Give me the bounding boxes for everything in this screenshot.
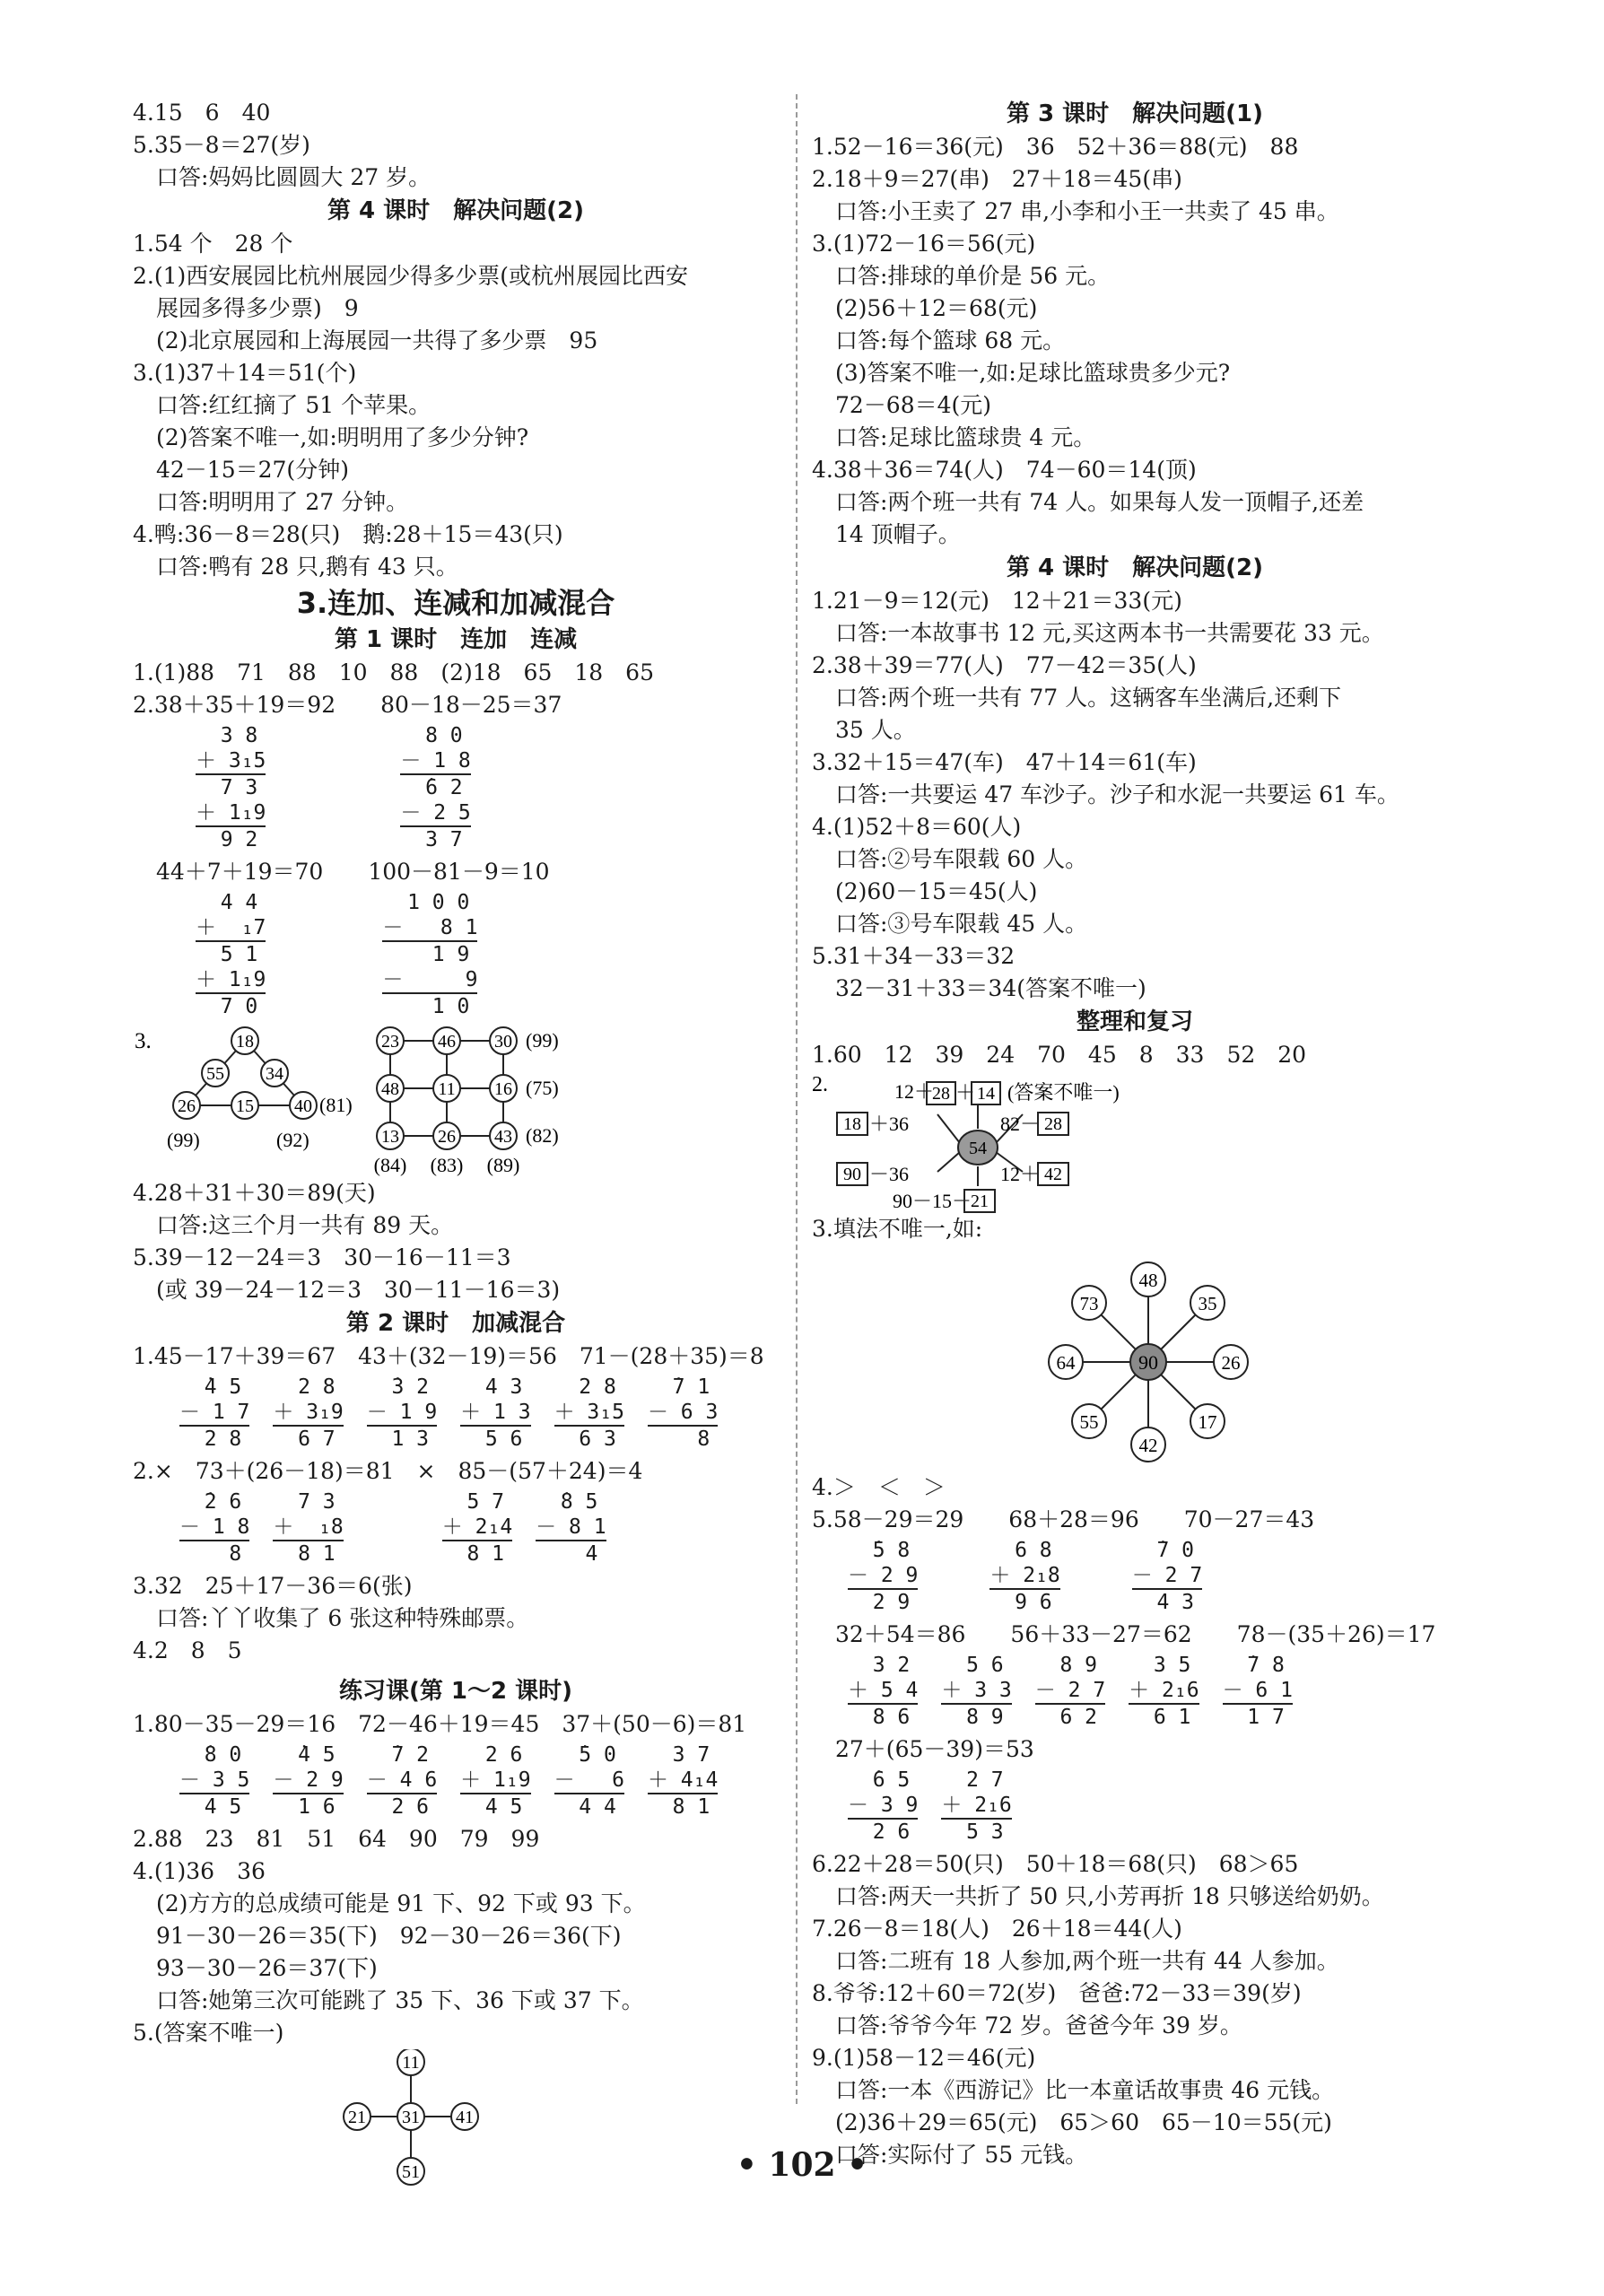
answer-line: 口答:一本《西游记》比一本童话故事贵 46 元钱。 (835, 2077, 1335, 2103)
vertical-calc: 4 4 ＋ ₁7 5 1 ＋ 1₁9 7 0 (196, 891, 266, 1018)
number-circle (433, 1122, 460, 1149)
number-circle (290, 1092, 317, 1119)
vertical-calc: 7 3 ＋ ₁8 8 1 (273, 1490, 344, 1566)
sum-label: (99) (526, 1029, 559, 1052)
svg-text:51: 51 (402, 2162, 420, 2182)
answer-line: (2)56＋12＝68(元) (835, 295, 1038, 321)
vertical-calc: 4 3 ＋ 1 3 5 6 (460, 1375, 531, 1451)
vertical-calc: 5 6 ＋ 3 3 8 9 (941, 1654, 1012, 1729)
answer-line: 口答:小王卖了 27 串,小李和小王一共卖了 45 串。 (835, 198, 1339, 224)
svg-text:11: 11 (402, 2053, 420, 2073)
number-circle (433, 1075, 460, 1102)
sum-label: (89) (486, 1154, 520, 1176)
answer-line: 4.38＋36＝74(人) 74－60＝14(顶) (812, 457, 1197, 483)
number-circle (344, 2103, 370, 2130)
figure-label: 2. (812, 1073, 828, 1096)
left-column (133, 97, 779, 2186)
vertical-calcs (812, 1538, 1458, 1615)
center-number: 54 (969, 1139, 987, 1158)
vertical-calc: 8 9 － 2 7 6 2 (1034, 1654, 1106, 1729)
answer-line: 27＋(65－39)＝53 (835, 1736, 1034, 1762)
answer-line: 口答:明明用了 27 分钟。 (156, 489, 409, 515)
unit-title: 3.连加、连减和加减混合 (296, 586, 615, 620)
svg-text:23: 23 (381, 1032, 399, 1052)
page-number: • 102 • (736, 2146, 868, 2184)
sum-label: (99) (167, 1129, 200, 1151)
svg-text:48: 48 (1138, 1270, 1158, 1291)
answer-line: 口答:每个篮球 68 元。 (835, 327, 1066, 354)
answer-line: 3.(1)37＋14＝51(个) (133, 360, 357, 386)
number-circle (1190, 1286, 1225, 1320)
vertical-calc: 3 8 ＋ 3₁5 7 3 ＋ 1₁9 9 2 (196, 724, 266, 851)
answer-line: 8.爷爷:12＋60＝72(岁) 爸爸:72－33＝39(岁) (812, 1980, 1302, 2006)
answer-line: 6.22＋28＝50(只) 50＋18＝68(只) 68＞65 (812, 1851, 1299, 1877)
svg-text:18: 18 (236, 1032, 254, 1052)
vertical-calc: 3 2 ＋ 5 4 8 6 (848, 1654, 919, 1729)
svg-text:90: 90 (1138, 1351, 1158, 1374)
answer-line: 4.15 6 40 (133, 100, 271, 126)
lesson-title: 第 2 课时 加减混合 (345, 1310, 566, 1337)
answer-line: 口答:她第三次可能跳了 35 下、36 下或 37 下。 (156, 1987, 644, 2013)
vertical-calc: 5 7 ＋ 2₁4 8 1 (441, 1490, 513, 1566)
answer-line: 1.21－9＝12(元) 12＋21＝33(元) (812, 588, 1182, 614)
number-circle (397, 2103, 424, 2130)
number-circle (377, 1075, 404, 1102)
answer-line: 口答:妈妈比圆圆大 27 岁。 (156, 164, 432, 190)
answer-line: 93－30－26＝37(下) (156, 1955, 378, 1981)
answer-line: (2)方方的总成绩可能是 91 下、92 下或 93 下。 (156, 1890, 646, 1916)
answer-line: 口答:爷爷今年 72 岁。爸爸今年 39 岁。 (835, 2012, 1242, 2038)
answer-line: 32－31＋33＝34(答案不唯一) (835, 975, 1146, 1001)
number-circle (1049, 1345, 1083, 1379)
answer-line: 1.54 个 28 个 (133, 231, 293, 257)
answer-line: 3.32＋15＝47(车) 47＋14＝61(车) (812, 749, 1197, 775)
answer-line: 32＋54＝86 56＋33－27＝62 78－(35＋26)＝17 (835, 1621, 1436, 1647)
vertical-calc: ̇7 1 － 6 3 8 (647, 1375, 719, 1451)
svg-text:41: 41 (456, 2108, 474, 2127)
svg-text:31: 31 (402, 2108, 420, 2127)
svg-text:43: 43 (494, 1127, 512, 1147)
answer-line: 口答:两个班一共有 77 人。这辆客车坐满后,还剩下 (835, 685, 1342, 711)
svg-text:55: 55 (1079, 1411, 1099, 1433)
answer-line: 4.鸭:36－8＝28(只) 鹅:28＋15＝43(只) (133, 521, 563, 547)
answer-line: 3.32 25＋17－36＝6(张) (133, 1573, 413, 1599)
answer-line: 口答:红红摘了 51 个苹果。 (156, 392, 432, 418)
vertical-calcs (133, 1375, 779, 1452)
vertical-calc: ̇6 5 － 3 9 2 6 (848, 1768, 919, 1844)
vertical-calcs (133, 723, 779, 852)
svg-text:40: 40 (294, 1096, 312, 1116)
answer-line: (或 39－24－12＝3 30－11－16＝3) (156, 1277, 561, 1303)
answer-line: 4.＞ ＜ ＞ (812, 1474, 946, 1500)
number-circle (231, 1092, 258, 1119)
answer-line: 72－68＝4(元) (835, 392, 992, 418)
answer-line: 5.39－12－24＝3 30－16－11＝3 (133, 1244, 511, 1270)
number-circle (490, 1122, 517, 1149)
svg-text:21: 21 (971, 1192, 989, 1211)
svg-text:14: 14 (977, 1084, 995, 1104)
answer-line: (2)北京展园和上海展园一共得了多少票 95 (156, 327, 598, 354)
answer-line: 口答:实际付了 55 元钱。 (835, 2142, 1088, 2168)
column-divider (796, 94, 798, 2104)
svg-text:13: 13 (381, 1127, 399, 1147)
number-circle (1072, 1404, 1106, 1438)
answer-line: 2.(1)西安展园比杭州展园少得多少票(或杭州展园比西安 (133, 263, 689, 289)
answer-line: 42－15＝27(分钟) (156, 457, 349, 483)
vertical-calc: ̇5 0 － 6 4 4 (554, 1743, 624, 1819)
svg-text:12＋: 12＋ (894, 1080, 935, 1103)
figure-3 (133, 1023, 779, 1177)
answer-line: 7.26－8＝18(人) 26＋18＝44(人) (812, 1916, 1182, 1942)
svg-text:34: 34 (266, 1064, 283, 1084)
lesson-title: 第 4 课时 解决问题(2) (1006, 554, 1264, 581)
number-circle (1190, 1404, 1225, 1438)
svg-text:64: 64 (1056, 1352, 1076, 1374)
number-circle (202, 1060, 229, 1087)
answer-line: 口答:丫丫收集了 6 张这种特殊邮票。 (156, 1605, 529, 1631)
svg-text:82－: 82－ (1000, 1113, 1041, 1135)
vertical-calc: 1 0 0 － 8 1 1 9 － 9 1 0 (382, 891, 478, 1018)
number-circle (261, 1060, 288, 1087)
svg-text:17: 17 (1198, 1411, 1217, 1433)
answer-line: (2)答案不唯一,如:明明用了多少分钟? (156, 424, 529, 450)
vertical-calc: ̇5 8 － 2 9 2 9 (848, 1539, 919, 1614)
answer-line: 4.2 8 5 (133, 1637, 242, 1663)
answer-line: 5.(答案不唯一) (133, 2020, 284, 2046)
answer-line: 口答:一共要运 47 车沙子。沙子和水泥一共要运 61 车。 (835, 781, 1399, 808)
answer-line: 91－30－26＝35(下) 92－30－26＝36(下) (156, 1923, 622, 1949)
svg-text:35: 35 (1198, 1293, 1217, 1314)
answer-line: 1.(1)88 71 88 10 88 (2)18 65 18 65 (133, 659, 654, 685)
sum-label: (82) (526, 1124, 559, 1147)
answer-line: 2.38＋39＝77(人) 77－42＝35(人) (812, 652, 1197, 678)
svg-text:21: 21 (348, 2108, 366, 2127)
answer-line: 口答:③号车限载 45 人。 (835, 911, 1088, 937)
answer-line: 展园多得多少票) 9 (156, 295, 359, 321)
lesson-title: 第 1 课时 连加 连减 (334, 626, 578, 653)
vertical-calc: ̇3 2 － 1 9 1 3 (366, 1375, 438, 1451)
center-circle (1130, 1344, 1166, 1380)
svg-text:73: 73 (1079, 1293, 1099, 1314)
answer-line: 5.35－8＝27(岁) (133, 132, 310, 158)
svg-text:15: 15 (236, 1096, 254, 1116)
answer-line: 3.(1)72－16＝56(元) (812, 231, 1036, 257)
answer-line: 4.(1)36 36 (133, 1858, 266, 1884)
vertical-calc: 2 7 ＋ 2₁6 5 3 (941, 1768, 1012, 1844)
vertical-calcs (133, 1489, 779, 1567)
svg-text:90: 90 (843, 1165, 861, 1184)
svg-text:26: 26 (178, 1096, 196, 1116)
answer-line: 1.80－35－29＝16 72－46＋19＝45 37＋(50－6)＝81 (133, 1711, 747, 1737)
svg-text:42: 42 (1138, 1435, 1158, 1456)
sum-label: (75) (526, 1077, 559, 1099)
answer-line: 44＋7＋19＝70 100－81－9＝10 (156, 859, 550, 885)
answer-line: (2)36＋29＝65(元) 65＞60 65－10＝55(元) (835, 2109, 1332, 2135)
vertical-calc: ̇8 0 － 3 5 4 5 (179, 1743, 250, 1819)
answer-line: 2.18＋9＝27(串) 27＋18＝45(串) (812, 166, 1182, 192)
number-circle (433, 1027, 460, 1054)
box-number-diagram (812, 1071, 1458, 1213)
answer-line: 2.88 23 81 51 64 90 79 99 (133, 1826, 540, 1852)
number-circle (490, 1075, 517, 1102)
number-circle (231, 1027, 258, 1054)
answer-line: 口答:二班有 18 人参加,两个班一共有 44 人参加。 (835, 1948, 1339, 1974)
vertical-calc: ̇7 8 － 6 1 1 7 (1222, 1654, 1293, 1729)
vertical-calc: 2 6 ＋ 1₁9 4 5 (460, 1743, 531, 1819)
answer-line: 9.(1)58－12＝46(元) (812, 2045, 1036, 2071)
svg-text:90－15－: 90－15－ (893, 1190, 972, 1212)
answer-line: 口答:足球比篮球贵 4 元。 (835, 424, 1096, 450)
vertical-calc: 3 7 ＋ 4₁4 8 1 (647, 1743, 719, 1819)
note: (答案不唯一) (1007, 1081, 1120, 1104)
vertical-calc: 2 8 ＋ 3₁5 6 3 (554, 1375, 624, 1451)
svg-text:16: 16 (494, 1079, 512, 1099)
answer-line: 5.58－29＝29 68＋28＝96 70－27＝43 (812, 1506, 1315, 1532)
vertical-calc: ̇4 5 － 2 9 1 6 (273, 1743, 344, 1819)
svg-text:12＋: 12＋ (1000, 1163, 1041, 1185)
answer-line: 1.52－16＝36(元) 36 52＋36＝88(元) 88 (812, 134, 1299, 160)
svg-text:11: 11 (438, 1079, 456, 1099)
answer-line: (2)60－15＝45(人) (835, 878, 1038, 904)
answer-line: 口答:②号车限载 60 人。 (835, 846, 1088, 872)
answer-line: 4.28＋31＋30＝89(天) (133, 1180, 376, 1206)
answer-line: 1.60 12 39 24 70 45 8 33 52 20 (812, 1042, 1307, 1068)
star-figure (812, 1245, 1458, 1471)
svg-text:＋: ＋ (955, 1081, 976, 1104)
figure-2 (812, 1071, 1458, 1213)
number-circle (377, 1122, 404, 1149)
star-number-diagram (812, 1245, 1458, 1471)
number-circle (1131, 1262, 1165, 1296)
answer-line: 14 顶帽子。 (835, 521, 961, 547)
figure-label: 3. (135, 1029, 152, 1053)
vertical-calcs (133, 890, 779, 1019)
number-circle (173, 1092, 200, 1119)
number-circle (1131, 1427, 1165, 1462)
number-circle (490, 1027, 517, 1054)
sum-label: (83) (430, 1154, 464, 1176)
svg-text:30: 30 (494, 1032, 512, 1052)
vertical-calc: 6 8 ＋ 2₁8 9 6 (989, 1539, 1060, 1614)
answer-line: 口答:一本故事书 12 元,买这两本书一共需要花 33 元。 (835, 620, 1384, 646)
answer-line: 4.(1)52＋8＝60(人) (812, 814, 1022, 840)
sum-label: (92) (276, 1129, 309, 1151)
answer-line: 口答:排球的单价是 56 元。 (835, 263, 1111, 289)
vertical-calc: 2 8 ＋ 3₁9 6 7 (273, 1375, 344, 1451)
number-circle (1214, 1345, 1248, 1379)
svg-text:42: 42 (1044, 1165, 1062, 1184)
answer-line: 口答:鸭有 28 只,鹅有 43 只。 (156, 554, 458, 580)
vertical-calcs (133, 1742, 779, 1820)
vertical-calc: ̇8 5 － 8 1 4 (536, 1490, 606, 1566)
svg-text:28: 28 (1044, 1114, 1062, 1134)
number-circle (377, 1027, 404, 1054)
vertical-calc: ̇2 6 － 1 8 8 (179, 1490, 250, 1566)
answer-line: 口答:两天一共折了 50 只,小芳再折 18 只够送给奶奶。 (835, 1883, 1384, 1909)
sum-label: (81) (319, 1094, 353, 1116)
answer-line: 2.38＋35＋19＝92 80－18－25＝37 (133, 692, 562, 718)
svg-text:18: 18 (843, 1114, 861, 1134)
svg-text:－36: －36 (869, 1163, 910, 1185)
svg-text:26: 26 (1221, 1352, 1241, 1374)
lesson-title: 第 3 课时 解决问题(1) (1006, 100, 1264, 127)
answer-line: 35 人。 (835, 717, 916, 743)
number-circle (451, 2103, 478, 2130)
number-circle (1072, 1286, 1106, 1320)
answer-line: 1.45－17＋39＝67 43＋(32－19)＝56 71－(28＋35)＝8 (133, 1343, 764, 1369)
svg-text:48: 48 (381, 1079, 399, 1099)
lesson-title: 练习课(第 1～2 课时) (338, 1678, 573, 1705)
vertical-calc: ̇7 0 － 2 7 4 3 (1131, 1539, 1203, 1614)
lesson-title: 第 4 课时 解决问题(2) (327, 197, 585, 224)
answer-line: (3)答案不唯一,如:足球比篮球贵多少元? (835, 360, 1231, 386)
svg-text:28: 28 (932, 1084, 950, 1104)
vertical-calc: ̇7 2 － 4 6 2 6 (366, 1743, 438, 1819)
right-column (812, 97, 1458, 2171)
answer-line: 5.31＋34－33＝32 (812, 943, 1016, 969)
answer-line: 口答:两个班一共有 74 人。如果每人发一顶帽子,还差 (835, 489, 1364, 515)
vertical-calc: 3 5 ＋ 2₁6 6 1 (1129, 1654, 1199, 1729)
vertical-calc: 8 0 － 1 8 ̇6 2 － 2 5 3 7 (400, 724, 471, 851)
sum-label: (84) (373, 1154, 407, 1176)
svg-text:＋36: ＋36 (869, 1113, 910, 1135)
answer-line: 3.填法不唯一,如: (812, 1216, 983, 1242)
svg-text:46: 46 (438, 1032, 456, 1052)
vertical-calcs (812, 1653, 1458, 1730)
answer-line: 口答:这三个月一共有 89 天。 (156, 1212, 454, 1238)
circle-number-diagram (133, 1023, 779, 1177)
svg-text:55: 55 (206, 1064, 224, 1084)
svg-text:26: 26 (438, 1127, 456, 1147)
vertical-calc: ̇4 5 － 1 7 2 8 (179, 1375, 250, 1451)
section-title: 整理和复习 (1076, 1008, 1193, 1035)
vertical-calcs (812, 1768, 1458, 1845)
answer-line: 2.× 73＋(26－18)＝81 × 85－(57＋24)＝4 (133, 1458, 643, 1484)
number-circle (397, 2049, 424, 2075)
